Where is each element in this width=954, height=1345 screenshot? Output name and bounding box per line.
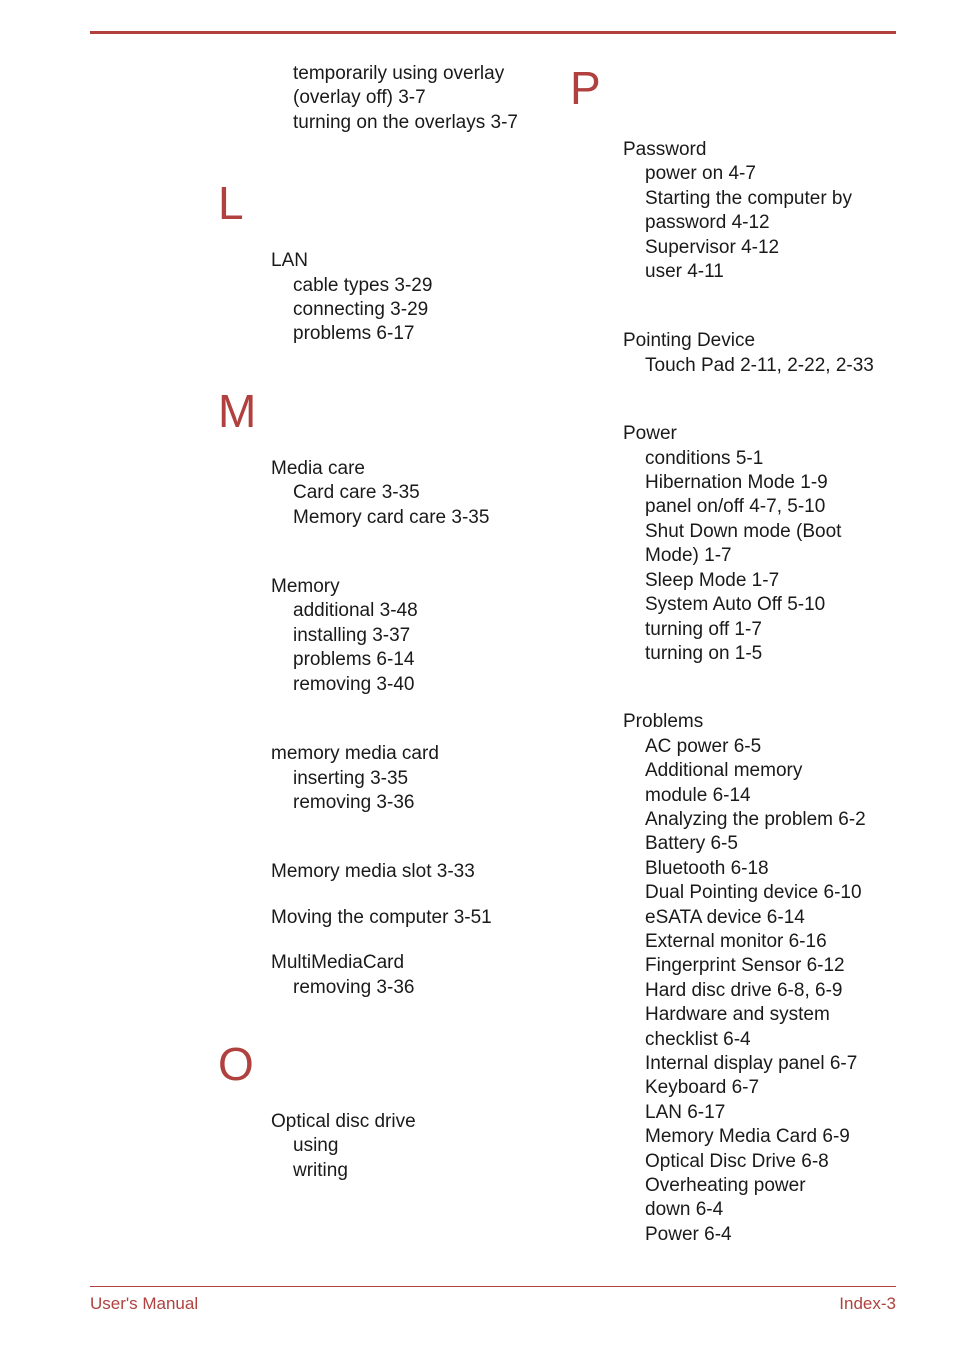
index-subentry: removing 3-36: [293, 791, 415, 813]
index-subentry: Keyboard 6-7: [645, 1077, 760, 1099]
index-subentry: Analyzing the problem 6-2: [645, 808, 866, 830]
index-subentry: Hardware and system: [645, 1004, 830, 1026]
index-entry-power: Power: [623, 423, 677, 445]
index-subentry: Hard disc drive 6-8, 6-9: [645, 979, 843, 1001]
index-column-right: [570, 62, 910, 1247]
index-subentry: Fingerprint Sensor 6-12: [645, 955, 845, 977]
index-subentry: checklist 6-4: [645, 1028, 751, 1050]
index-subentry: Power 6-4: [645, 1223, 732, 1245]
index-subentry: Dual Pointing device 6-10: [645, 882, 862, 904]
index-entry-moving-computer: Moving the computer 3-51: [271, 906, 492, 928]
index-entry-lan: LAN: [271, 250, 308, 272]
index-subentry: turning on the overlays 3-7: [293, 111, 518, 133]
index-subentry: Hibernation Mode 1-9: [645, 472, 828, 494]
index-subentry: additional 3-48: [293, 600, 418, 622]
index-subentry: conditions 5-1: [645, 447, 764, 469]
section-letter-l: L: [218, 177, 244, 230]
index-subentry: Additional memory: [645, 760, 803, 782]
index-subentry: Shut Down mode (Boot: [645, 520, 842, 542]
index-subentry: removing 3-36: [293, 976, 415, 998]
index-entry-optical-disc-drive: Optical disc drive: [271, 1110, 416, 1132]
index-subentry: problems 6-14: [293, 649, 415, 671]
index-subentry: Supervisor 4-12: [645, 236, 780, 258]
index-column-left: [218, 62, 548, 1183]
index-subentry: removing 3-40: [293, 673, 415, 695]
index-subentry: Card care 3-35: [293, 482, 420, 504]
index-subentry: eSATA device 6-14: [645, 906, 805, 928]
index-entry-password: Password: [623, 139, 707, 160]
index-subentry: Memory card care 3-35: [293, 506, 490, 528]
section-letter-m: M: [218, 384, 257, 437]
index-subentry: (overlay off) 3-7: [293, 87, 426, 109]
index-subentry: Optical Disc Drive 6-8: [645, 1150, 829, 1172]
index-subentry: LAN 6-17: [645, 1101, 726, 1123]
index-subentry: writing: [293, 1159, 348, 1181]
top-rule: [90, 31, 896, 34]
index-subentry: down 6-4: [645, 1199, 724, 1221]
index-subentry: installing 3-37: [293, 624, 411, 646]
index-subentry: panel on/off 4-7, 5-10: [645, 496, 826, 518]
index-entry-memory-media-card: memory media card: [271, 743, 439, 765]
index-subentry: AC power 6-5: [645, 735, 762, 757]
index-entry-media-care: Media care: [271, 457, 365, 479]
footer-manual-title: User's Manual: [90, 1294, 199, 1313]
section-letter-p: P: [570, 62, 601, 114]
footer-rule: [90, 1286, 896, 1287]
index-subentry: Overheating power: [645, 1175, 806, 1197]
index-subentry: Touch Pad 2-11, 2-22, 2-33: [645, 354, 874, 376]
index-entry-problems: Problems: [623, 711, 704, 733]
index-subentry: temporarily using overlay: [293, 63, 505, 84]
index-subentry: power on 4-7: [645, 163, 756, 185]
index-subentry: user 4-11: [645, 261, 724, 283]
index-subentry: using: [293, 1135, 339, 1157]
index-subentry: problems 6-17: [293, 323, 415, 345]
index-subentry: Memory Media Card 6-9: [645, 1126, 850, 1148]
footer-page-number: Index-3: [839, 1294, 896, 1313]
index-entry-memory: Memory: [271, 576, 340, 598]
index-subentry: connecting 3-29: [293, 299, 429, 321]
index-subentry: cable types 3-29: [293, 274, 433, 296]
index-subentry: Sleep Mode 1-7: [645, 569, 780, 591]
index-subentry: External monitor 6-16: [645, 930, 827, 952]
index-subentry: Bluetooth 6-18: [645, 857, 769, 879]
index-subentry: turning on 1-5: [645, 642, 763, 664]
index-subentry: module 6-14: [645, 784, 751, 806]
index-subentry: Internal display panel 6-7: [645, 1053, 858, 1074]
index-subentry: inserting 3-35: [293, 767, 409, 789]
index-subentry: password 4-12: [645, 212, 770, 234]
index-entry-pointing-device: Pointing Device: [623, 330, 756, 352]
index-entry-memory-media-slot: Memory media slot 3-33: [271, 861, 475, 883]
index-entry-multimediacard: MultiMediaCard: [271, 952, 405, 974]
index-subentry: Mode) 1-7: [645, 545, 732, 567]
index-subentry: Starting the computer by: [645, 187, 852, 209]
index-subentry: turning off 1-7: [645, 618, 762, 640]
index-subentry: System Auto Off 5-10: [645, 594, 826, 616]
index-subentry: Battery 6-5: [645, 833, 738, 855]
section-letter-o: O: [218, 1037, 254, 1090]
